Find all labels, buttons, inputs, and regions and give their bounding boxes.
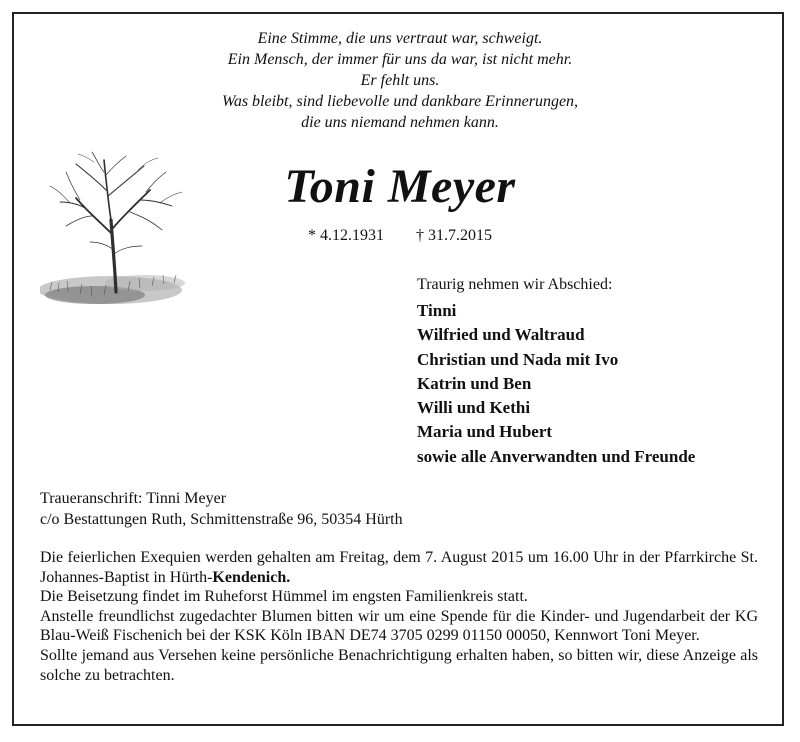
death-date: † 31.7.2015 — [416, 227, 492, 244]
funeral-mass-text: Die feierlichen Exequien werden gehalten am Freitag, dem 7. August 2015 um 16.00 Uhr in der Pfarrkirche St. Johannes-Baptist in Hürth- — [40, 549, 758, 586]
mourner-name: sowie alle Anverwandten und Freunde — [417, 446, 696, 466]
mourning-address — [40, 488, 403, 530]
location-district: Kendenich. — [212, 568, 291, 586]
birth-date: * 4.12.1931 — [308, 227, 384, 244]
poem-line: Eine Stimme, die uns vertraut war, schweigt. — [257, 30, 543, 47]
deceased-name: Toni Meyer — [284, 160, 516, 213]
poem-line: die uns niemand nehmen kann. — [301, 114, 499, 131]
burial-paragraph: Die Beisetzung findet im Ruheforst Hümmel im engsten Familienkreis statt. — [40, 588, 528, 606]
poem-line: Ein Mensch, der immer für uns da war, ist nicht mehr. — [227, 51, 573, 68]
funeral-mass-paragraph — [40, 548, 758, 587]
mourner-name: Wilfried und Waltraud — [417, 325, 585, 345]
mourner-name: Willi und Kethi — [417, 398, 531, 418]
notification-paragraph: Sollte jemand aus Versehen keine persönliche Benachrichtigung erhalten haben, so bitten wir, diese Anzeige als solche zu betrachten. — [40, 646, 758, 684]
mourner-name: Katrin und Ben — [417, 373, 532, 393]
mourner-name: Tinni — [417, 301, 457, 320]
mourner-name: Maria und Hubert — [417, 422, 553, 442]
address-line: Traueranschrift: Tinni Meyer — [40, 490, 227, 507]
memorial-poem — [0, 28, 800, 133]
donation-paragraph: Anstelle freundlichst zugedachter Blumen bitten wir um eine Spende für die Kinder- und Jugendarbeit der KG Blau-Weiß Fischenich bei der KSK Köln IBAN DE74 3705 0299 01150 00050, Kennwort Toni Meyer. — [40, 607, 758, 645]
life-dates — [0, 226, 800, 246]
poem-line: Er fehlt uns. — [360, 72, 440, 89]
address-line: c/o Bestattungen Ruth, Schmittenstraße 96, 50354 Hürth — [40, 511, 403, 528]
mourners-list — [417, 299, 695, 469]
service-information — [40, 548, 758, 685]
mourning-intro: Traurig nehmen wir Abschied: — [417, 276, 613, 293]
mourner-name: Christian und Nada mit Ivo — [417, 349, 619, 369]
poem-line: Was bleibt, sind liebevolle und dankbare Erinnerungen, — [221, 93, 579, 110]
